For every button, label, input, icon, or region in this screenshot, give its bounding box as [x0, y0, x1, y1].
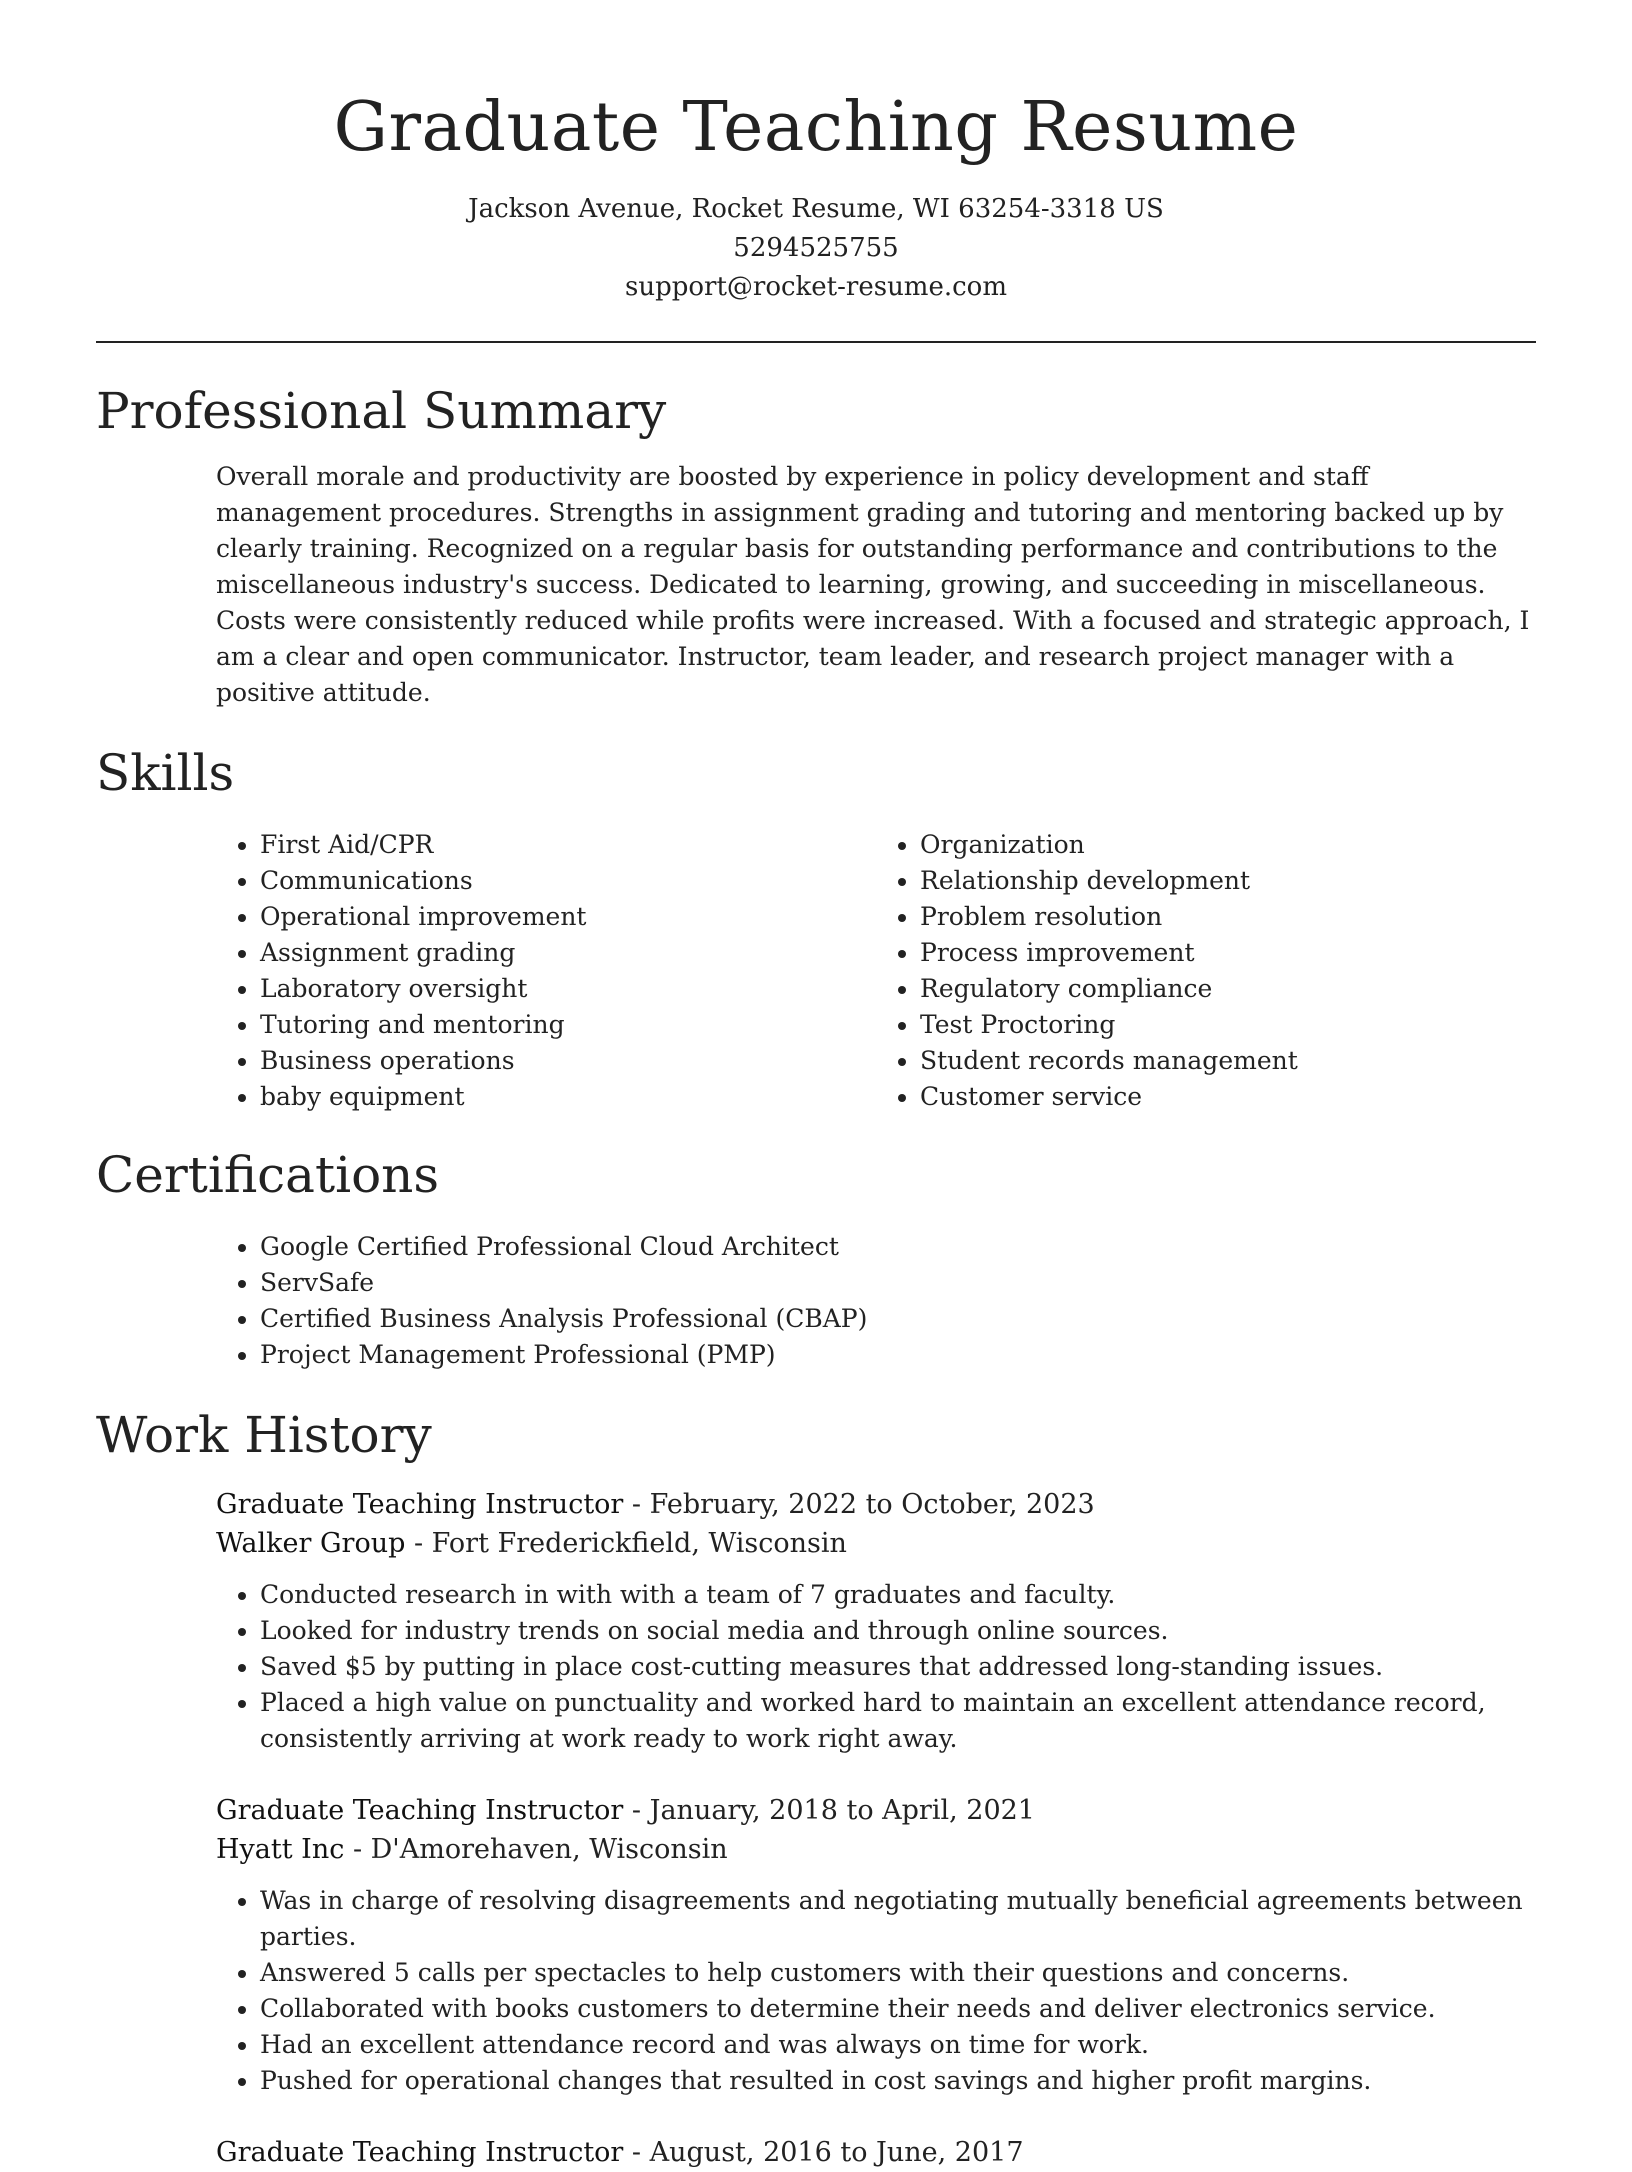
skill-item: • Assignment grading [260, 935, 876, 971]
certification-item: • Google Certified Professional Cloud Architect [260, 1229, 1536, 1265]
job-company-line [216, 1830, 1536, 1869]
skill-item: • Problem resolution [920, 899, 1536, 935]
job-entry [216, 1485, 1536, 1757]
job-bullets [216, 1883, 1536, 2099]
skills-section [0, 741, 1632, 1115]
skills-heading: Skills [96, 744, 235, 802]
job-dates: - February, 2022 to October, 2023 [623, 1489, 1095, 1520]
job-location: - D'Amorehaven, Wisconsin [344, 1834, 728, 1865]
job-title-line [216, 2133, 1536, 2172]
summary-text: Overall morale and productivity are boosted by experience in policy development and staff management procedures. Strengths in assignment grading and tutoring and mentoring backed up by clearly training. Recognized on a regular basis for outstanding performance and contributions to the miscellaneous industry's success. Dedicated to learning, growing, and succeeding in miscellaneous. Costs were consistently reduced while profits were increased. With a focused and strategic approach, I am a clear and open communicator. Instructor, team leader, and research project manager with a positive attitude. [216, 462, 1530, 707]
job-dates: - January, 2018 to April, 2021 [623, 1795, 1035, 1826]
certification-item: • Certified Business Analysis Professional (CBAP) [260, 1301, 1536, 1337]
job-entry [216, 1791, 1536, 2099]
skill-item: • Process improvement [920, 935, 1536, 971]
contact-block [0, 190, 1632, 307]
skill-item: • First Aid/CPR [260, 827, 876, 863]
skill-item: • Test Proctoring [920, 1007, 1536, 1043]
summary-heading: Professional Summary [96, 382, 667, 440]
job-company-line [216, 1524, 1536, 1563]
skills-list-right [876, 827, 1536, 1115]
job-bullet: • Was in charge of resolving disagreements and negotiating mutually beneficial agreements between parties. [260, 1883, 1536, 1955]
contact-email: support@rocket-resume.com [624, 272, 1007, 302]
certifications-list [216, 1229, 1536, 1373]
certification-item: • ServSafe [260, 1265, 1536, 1301]
skill-item: • Relationship development [920, 863, 1536, 899]
resume-title: Graduate Teaching Resume [333, 88, 1299, 167]
job-bullet: • Saved $5 by putting in place cost-cutting measures that addressed long-standing issues. [260, 1649, 1536, 1685]
job-entry [216, 2133, 1536, 2172]
skill-item: • Tutoring and mentoring [260, 1007, 876, 1043]
skill-item: • Customer service [920, 1079, 1536, 1115]
job-bullet: • Pushed for operational changes that resulted in cost savings and higher profit margins. [260, 2063, 1536, 2099]
job-role: Graduate Teaching Instructor [216, 1489, 624, 1520]
skill-item: • Student records management [920, 1043, 1536, 1079]
work-history-heading: Work History [96, 1406, 432, 1464]
skill-item: • Laboratory oversight [260, 971, 876, 1007]
job-title-line [216, 1485, 1536, 1524]
job-role: Graduate Teaching Instructor [216, 2137, 624, 2168]
contact-phone: 5294525755 [733, 233, 899, 263]
job-company: Walker Group [216, 1528, 406, 1559]
certifications-heading: Certifications [96, 1146, 440, 1204]
summary-section [0, 379, 1632, 711]
skill-item: • Business operations [260, 1043, 876, 1079]
job-role: Graduate Teaching Instructor [216, 1795, 624, 1826]
job-company: Hyatt Inc [216, 1834, 345, 1865]
job-bullet: • Looked for industry trends on social media and through online sources. [260, 1613, 1536, 1649]
job-bullet: • Had an excellent attendance record and was always on time for work. [260, 2027, 1536, 2063]
job-location: - Fort Frederickfield, Wisconsin [405, 1528, 847, 1559]
certification-item: • Project Management Professional (PMP) [260, 1337, 1536, 1373]
job-title-line [216, 1791, 1536, 1830]
job-bullet: • Conducted research in with with a team of 7 graduates and faculty. [260, 1577, 1536, 1613]
job-dates: - August, 2016 to June, 2017 [623, 2137, 1024, 2168]
contact-address: Jackson Avenue, Rocket Resume, WI 63254-3318 US [468, 194, 1164, 224]
job-bullet: • Placed a high value on punctuality and worked hard to maintain an excellent attendance record, consistently arriving at work ready to work right away. [260, 1685, 1536, 1757]
skill-item: • baby equipment [260, 1079, 876, 1115]
skill-item: • Operational improvement [260, 899, 876, 935]
resume-header [0, 0, 1632, 307]
skill-item: • Communications [260, 863, 876, 899]
skill-item: • Organization [920, 827, 1536, 863]
job-bullets [216, 1577, 1536, 1757]
job-bullet: • Collaborated with books customers to determine their needs and deliver electronics service. [260, 1991, 1536, 2027]
job-bullet: • Answered 5 calls per spectacles to help customers with their questions and concerns. [260, 1955, 1536, 1991]
header-divider [96, 341, 1536, 343]
work-history-section [0, 1403, 1632, 2172]
skills-list-left [216, 827, 876, 1115]
skill-item: • Regulatory compliance [920, 971, 1536, 1007]
certifications-section [0, 1143, 1632, 1373]
